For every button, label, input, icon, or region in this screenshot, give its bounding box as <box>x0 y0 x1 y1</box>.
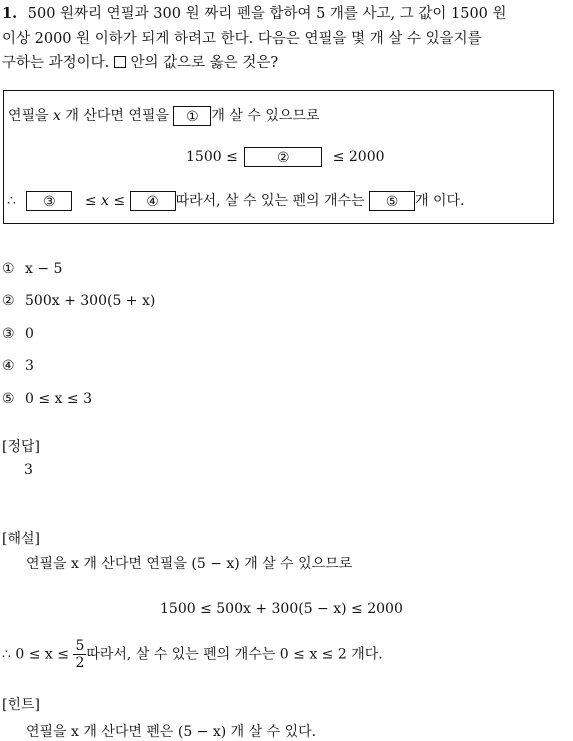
fraction-numerator: 5 <box>75 638 85 654</box>
question-line-3 <box>2 51 278 72</box>
option-text: 0 <box>25 326 34 342</box>
box-text: 개 산다면 연필을 <box>65 108 169 124</box>
box-text: 따라서, 살 수 있는 펜의 개수는 <box>175 193 365 209</box>
question-line-1 <box>2 2 507 23</box>
hint-line-1: 연필을 x 개 산다면 펜은 (5 − x) 개 살 수 있다. <box>26 724 317 740</box>
option-marker: ⑤ <box>2 391 15 407</box>
leq-symbol: ≤ <box>84 193 97 209</box>
explanation-line-2: 1500 ≤ 500x + 300(5 − x) ≤ 2000 <box>160 601 403 617</box>
explanation-line-1: 연필을 x 개 산다면 연필을 (5 − x) 개 살 수 있으므로 <box>26 556 353 572</box>
option-5[interactable] <box>2 391 92 407</box>
option-text: 3 <box>25 358 34 374</box>
box-line-1 <box>8 105 319 126</box>
option-4[interactable] <box>2 358 34 374</box>
variable-x: x <box>53 108 61 124</box>
option-marker: ① <box>2 261 15 277</box>
inequality-right: ≤ 2000 <box>332 149 385 165</box>
explanation-label: [해설] <box>2 531 40 547</box>
leq-symbol: ≤ <box>113 193 126 209</box>
option-marker: ④ <box>2 358 15 374</box>
option-text: x − 5 <box>25 261 63 277</box>
box-text: 개 살 수 있으므로 <box>211 108 320 124</box>
blank-2: ② <box>244 147 322 167</box>
fraction <box>73 639 86 670</box>
option-3[interactable] <box>2 326 34 342</box>
box-line-3 <box>7 190 465 211</box>
inequality-left: 1500 ≤ <box>186 149 238 165</box>
option-text: 0 ≤ x ≤ 3 <box>25 391 92 407</box>
blank-1: ① <box>173 106 211 126</box>
option-marker: ③ <box>2 326 15 342</box>
question-text-2: 이상 2000 원 이하가 되게 하려고 한다. 다음은 연필을 몇 개 살 수 있을지를 <box>2 31 482 47</box>
question-text-3b: 안의 값으로 옳은 것은? <box>130 55 279 71</box>
box-text: 개 이다. <box>415 193 465 209</box>
box-text: 연필을 <box>8 108 49 124</box>
blank-square-icon <box>114 56 126 68</box>
therefore-symbol: ∴ <box>7 193 16 209</box>
question-text-3a: 구하는 과정이다. <box>2 55 110 71</box>
explanation-text: 따라서, 살 수 있는 펜의 개수는 0 ≤ x ≤ 2 개다. <box>86 646 383 663</box>
answer-value: 3 <box>24 462 33 478</box>
blank-3: ③ <box>26 191 72 211</box>
explanation-line-3 <box>2 639 383 670</box>
option-2[interactable] <box>2 293 155 309</box>
blank-4: ④ <box>130 191 176 211</box>
question-text-1: 500 원짜리 연필과 300 원 짜리 펜을 합하여 5 개를 사고, 그 값이 1500 원 <box>27 6 507 22</box>
fraction-denominator: 2 <box>75 655 85 671</box>
variable-x: x <box>101 193 109 209</box>
answer-label: [정답] <box>2 439 40 455</box>
explanation-text: ∴ 0 ≤ x ≤ <box>2 646 69 663</box>
question-number: 1. <box>2 5 18 22</box>
blank-5: ⑤ <box>369 191 415 211</box>
hint-label: [힌트] <box>2 697 40 713</box>
option-text: 500x + 300(5 + x) <box>25 293 156 309</box>
option-marker: ② <box>2 293 15 309</box>
option-1[interactable] <box>2 261 62 277</box>
box-line-2 <box>186 147 385 167</box>
